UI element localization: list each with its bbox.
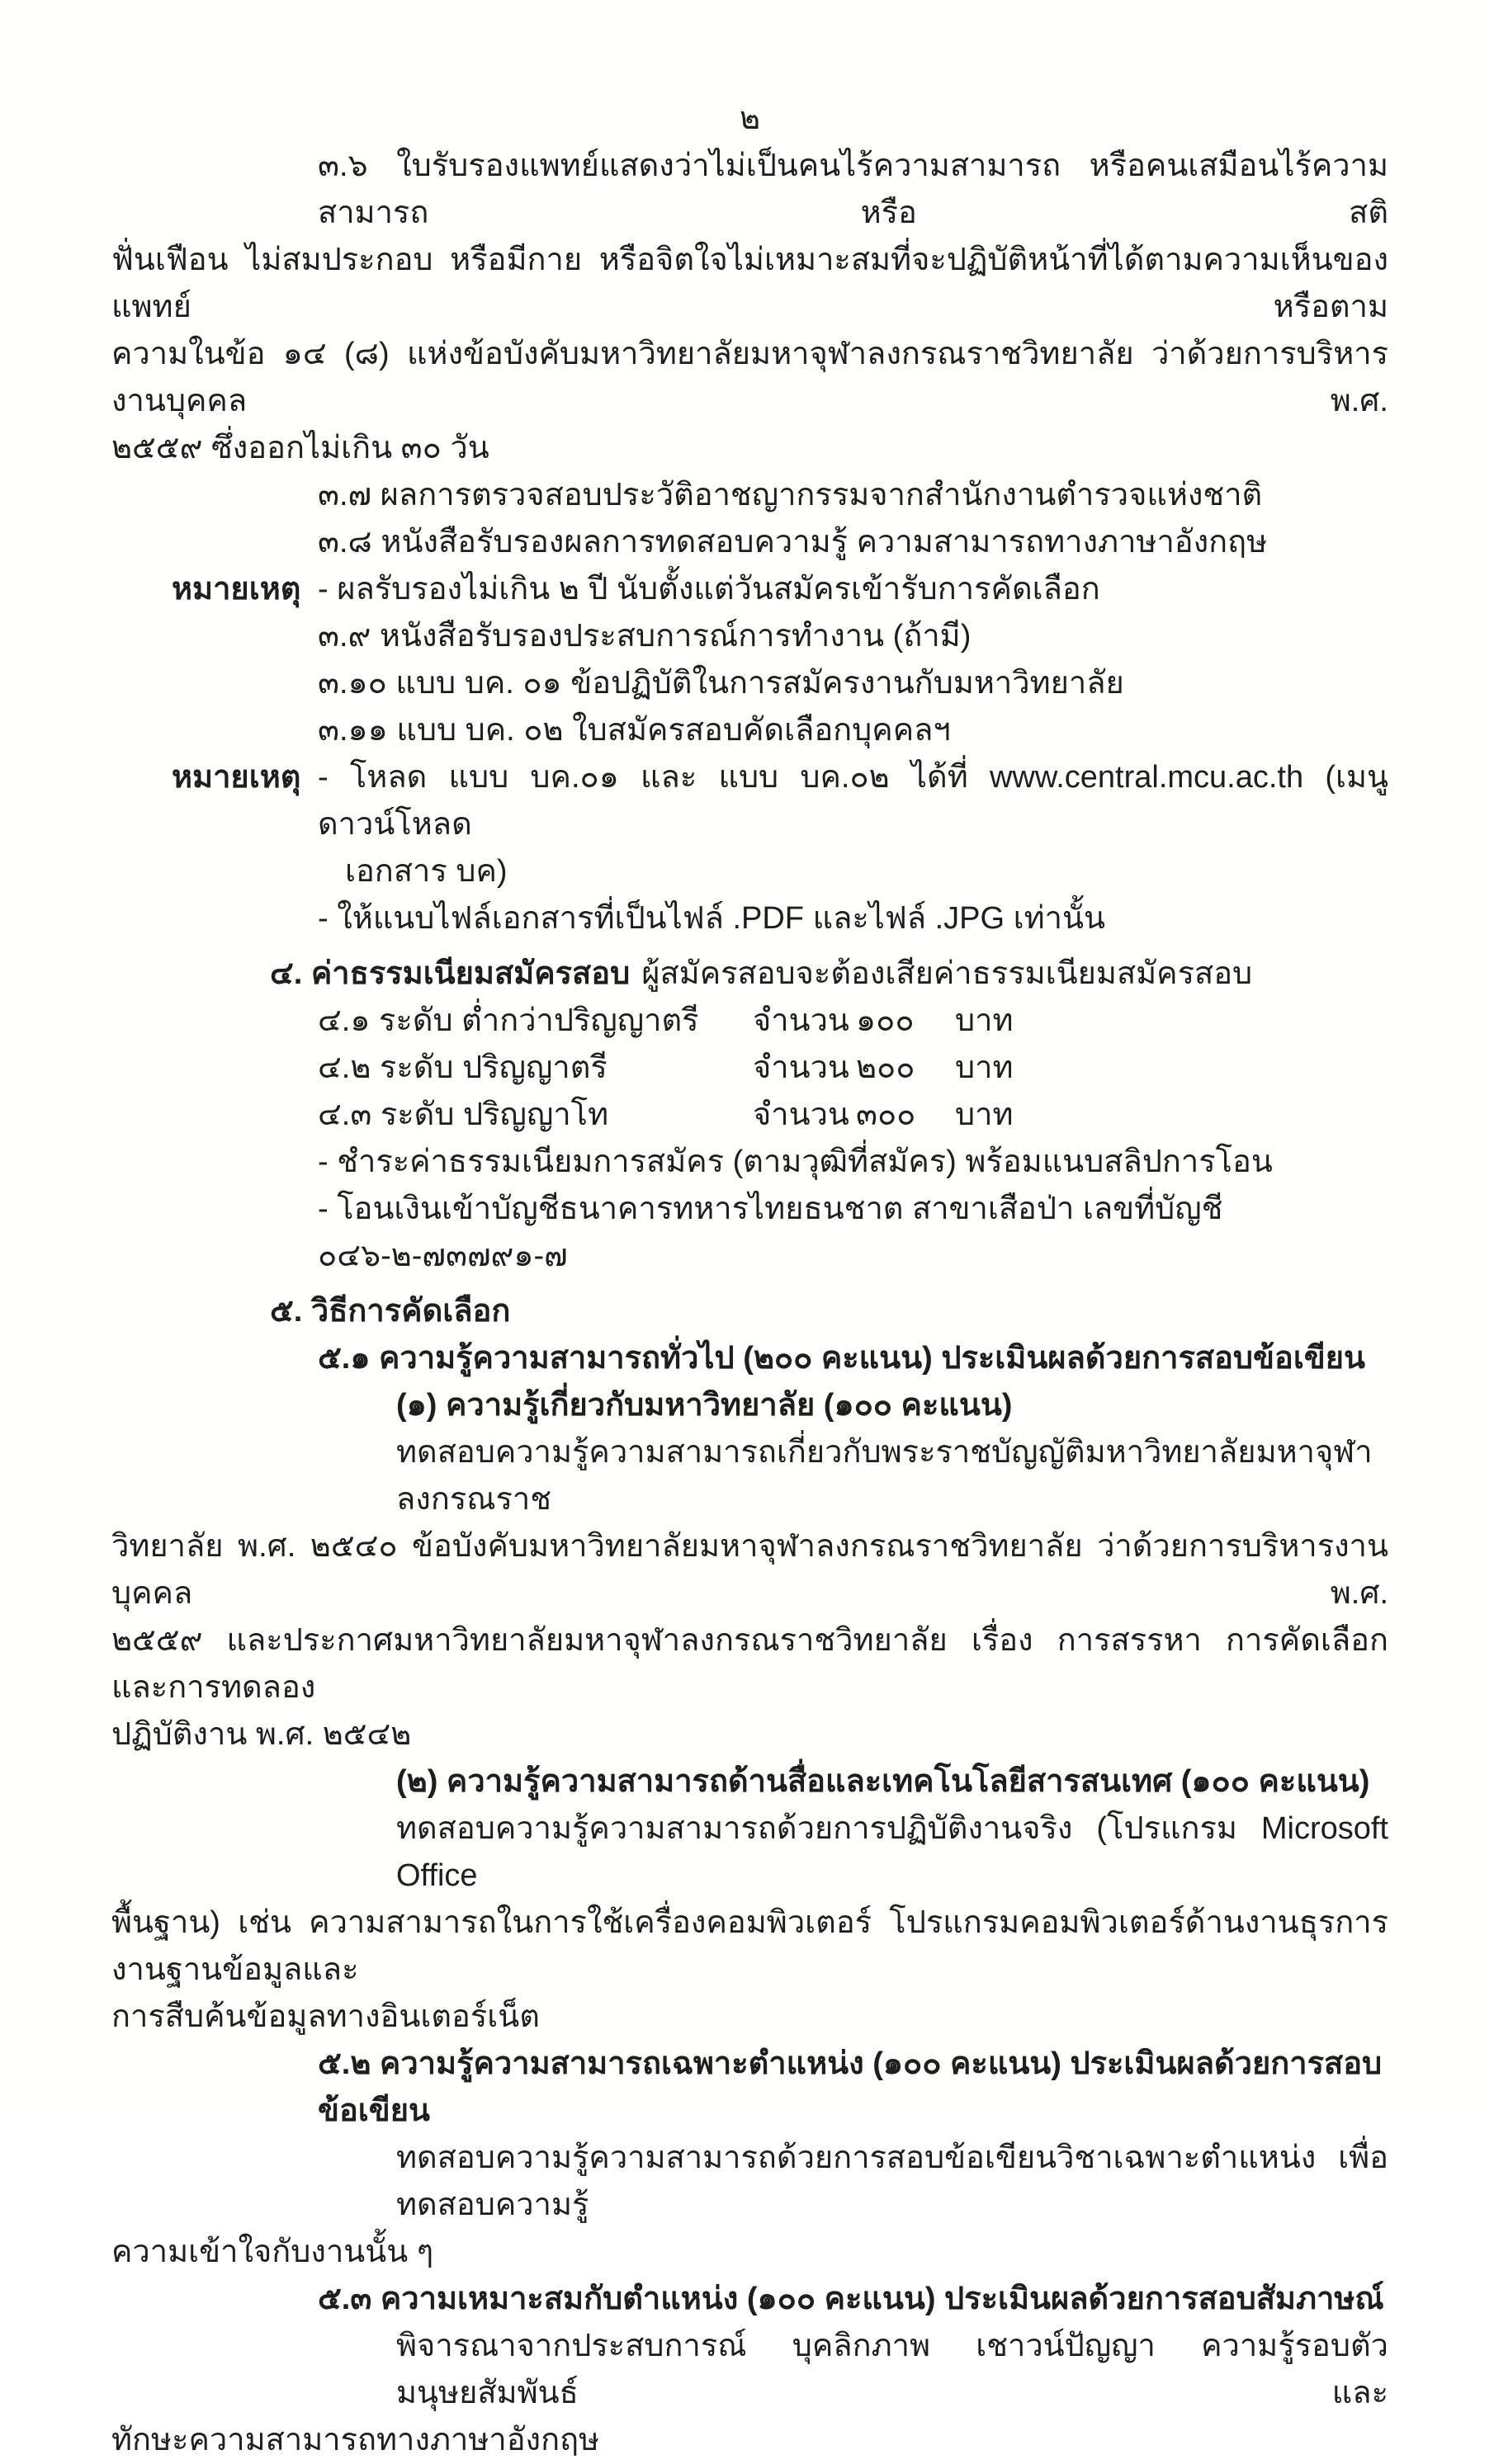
text-line: ๓.๙ หนังสือรับรองประสบการณ์การทำงาน (ถ้ามี) (318, 619, 972, 654)
fee-row (318, 998, 1388, 1045)
note-line (172, 754, 1388, 848)
text-line: ๓.๗ ผลการตรวจสอบประวัติอาชญากรรมจากสำนักงานตำรวจแห่งชาติ (318, 478, 1263, 512)
text-line: ๓.๘ หนังสือรับรองผลการทดสอบความรู้ ความสามารถทางภาษาอังกฤษ (318, 525, 1268, 559)
fee-row (318, 1092, 1388, 1139)
text-line: ทดสอบความรู้ความสามารถเกี่ยวกับพระราชบัญญัติมหาวิทยาลัยมหาจุฬาลงกรณราช (396, 1435, 1373, 1517)
text-line: ความเข้าใจกับงานนั้น ๆ (111, 2235, 434, 2269)
text-line: ๓.๖ ใบรับรองแพทย์แสดงว่าไม่เป็นคนไร้ความสามารถ หรือคนเสมือนไร้ความสามารถ หรือ สติ (318, 149, 1388, 230)
fee-unit-label: บาท (955, 1097, 1014, 1132)
text-line: พิจารณาจากประสบการณ์ บุคลิกภาพ เชาวน์ปัญญา ความรู้รอบตัว มนุษยสัมพันธ์ และ (396, 2329, 1388, 2410)
text-line: ๓.๑๐ แบบ บค. ๐๑ ข้อปฏิบัติในการสมัครงานกับมหาวิทยาลัย (318, 666, 1124, 701)
text-line: ๓.๑๑ แบบ บค. ๐๒ ใบสมัครสอบคัดเลือกบุคคลฯ (318, 713, 951, 748)
text-line: - ให้แนบไฟล์เอกสารที่เป็นไฟล์ .PDF และไฟล์ .JPG เท่านั้น (318, 901, 1105, 936)
note-text: - โหลด แบบ บค.๐๑ และ แบบ บค.๐๒ ได้ที่ www.central.mcu.ac.th (เมนู ดาวน์โหลด (318, 760, 1388, 842)
text-line: - ชำระค่าธรรมเนียมการสมัคร (ตามวุฒิที่สมัคร) พร้อมแนบสลิปการโอน (318, 1145, 1273, 1179)
page-number-text: ๒ (739, 101, 761, 136)
note-text: - ผลรับรองไม่เกิน ๒ ปี นับตั้งแต่วันสมัครเข้ารับการคัดเลือก (318, 572, 1100, 607)
text-line: (๒) ความรู้ความสามารถด้านสื่อและเทคโนโลยีสารสนเทศ (๑๐๐ คะแนน) (396, 1764, 1370, 1799)
text-line: ๕.๑ ความรู้ความสามารถทั่วไป (๒๐๐ คะแนน) ประเมินผลด้วยการสอบข้อเขียน (318, 1341, 1366, 1376)
page-number (111, 96, 1388, 143)
text-line: (๑) ความรู้เกี่ยวกับมหาวิทยาลัย (๑๐๐ คะแนน) (396, 1388, 1013, 1423)
fee-amount: ๓๐๐ (856, 1097, 916, 1132)
fee-level-label: ๔.๓ ระดับ ปริญญาโท (318, 1097, 609, 1132)
text-line: ฟั่นเฟือน ไม่สมประกอบ หรือมีกาย หรือจิตใจไม่เหมาะสมที่จะปฏิบัติหน้าที่ได้ตามความเห็นของแพทย์ หรือตาม (111, 243, 1388, 324)
note-label: หมายเหตุ (172, 572, 301, 607)
fee-row (318, 1045, 1388, 1092)
fee-amount: ๒๐๐ (856, 1050, 915, 1085)
text-line: ทดสอบความรู้ความสามารถด้วยการปฏิบัติงานจริง (โปรแกรม Microsoft Office (396, 1811, 1388, 1893)
fee-quantity-label: จำนวน (753, 1050, 849, 1085)
text-line: ๒๕๕๙ และประกาศมหาวิทยาลัยมหาจุฬาลงกรณราชวิทยาลัย เรื่อง การสรรหา การคัดเลือก และการทดลอง (111, 1623, 1388, 1705)
text-line: - โอนเงินเข้าบัญชีธนาคารทหารไทยธนชาต สาขาเสือป่า เลขที่บัญชี ๐๔๖-๒-๗๓๗๙๑-๗ (318, 1192, 1223, 1273)
section-heading (270, 951, 1388, 998)
text-line: ๕. วิธีการคัดเลือก (270, 1294, 511, 1329)
text-line: พื้นฐาน) เช่น ความสามารถในการใช้เครื่องคอมพิวเตอร์ โปรแกรมคอมพิวเตอร์ด้านงานธุรการ งานฐานข้อมูลและ (111, 1905, 1388, 1987)
text-line: ๕.๓ ความเหมาะสมกับตำแหน่ง (๑๐๐ คะแนน) ประเมินผลด้วยการสอบสัมภาษณ์ (318, 2282, 1384, 2316)
note-label: หมายเหตุ (172, 760, 301, 795)
note-line (172, 566, 1388, 613)
text-line: ปฏิบัติงาน พ.ศ. ๒๕๔๒ (111, 1717, 412, 1752)
text-line: ทดสอบความรู้ความสามารถด้วยการสอบข้อเขียนวิชาเฉพาะตำแหน่ง เพื่อทดสอบความรู้ (396, 2141, 1388, 2222)
section-heading-rest: ผู้สมัครสอบจะต้องเสียค่าธรรมเนียมสมัครสอบ (641, 956, 1253, 991)
fee-unit-label: บาท (955, 1050, 1014, 1085)
fee-level-label: ๔.๒ ระดับ ปริญญาตรี (318, 1050, 608, 1085)
text-line: การสืบค้นข้อมูลทางอินเตอร์เน็ต (111, 1999, 540, 2034)
section-heading-title: ๔. ค่าธรรมเนียมสมัครสอบ (270, 956, 631, 991)
text-line: ทักษะความสามารถทางภาษาอังกฤษ (111, 2423, 600, 2457)
text-line: ๒๕๕๙ ซึ่งออกไม่เกิน ๓๐ วัน (111, 431, 489, 465)
fee-quantity-label: จำนวน (753, 1003, 849, 1038)
text-line: ความในข้อ ๑๔ (๘) แห่งข้อบังคับมหาวิทยาลัยมหาจุฬาลงกรณราชวิทยาลัย ว่าด้วยการบริหารงานบุคคล พ.ศ. (111, 337, 1388, 418)
text-line: ๕.๒ ความรู้ความสามารถเฉพาะตำแหน่ง (๑๐๐ คะแนน) ประเมินผลด้วยการสอบข้อเขียน (318, 2046, 1383, 2128)
fee-unit-label: บาท (955, 1003, 1014, 1038)
text-line: เอกสาร บค) (345, 854, 508, 889)
text-line: วิทยาลัย พ.ศ. ๒๕๔๐ ข้อบังคับมหาวิทยาลัยมหาจุฬาลงกรณราชวิทยาลัย ว่าด้วยการบริหารงานบุคคล พ.ศ. (111, 1529, 1388, 1611)
fee-amount: ๑๐๐ (856, 1003, 915, 1038)
fee-quantity-label: จำนวน (753, 1097, 849, 1132)
fee-level-label: ๔.๑ ระดับ ต่ำกว่าปริญญาตรี (318, 1003, 699, 1038)
